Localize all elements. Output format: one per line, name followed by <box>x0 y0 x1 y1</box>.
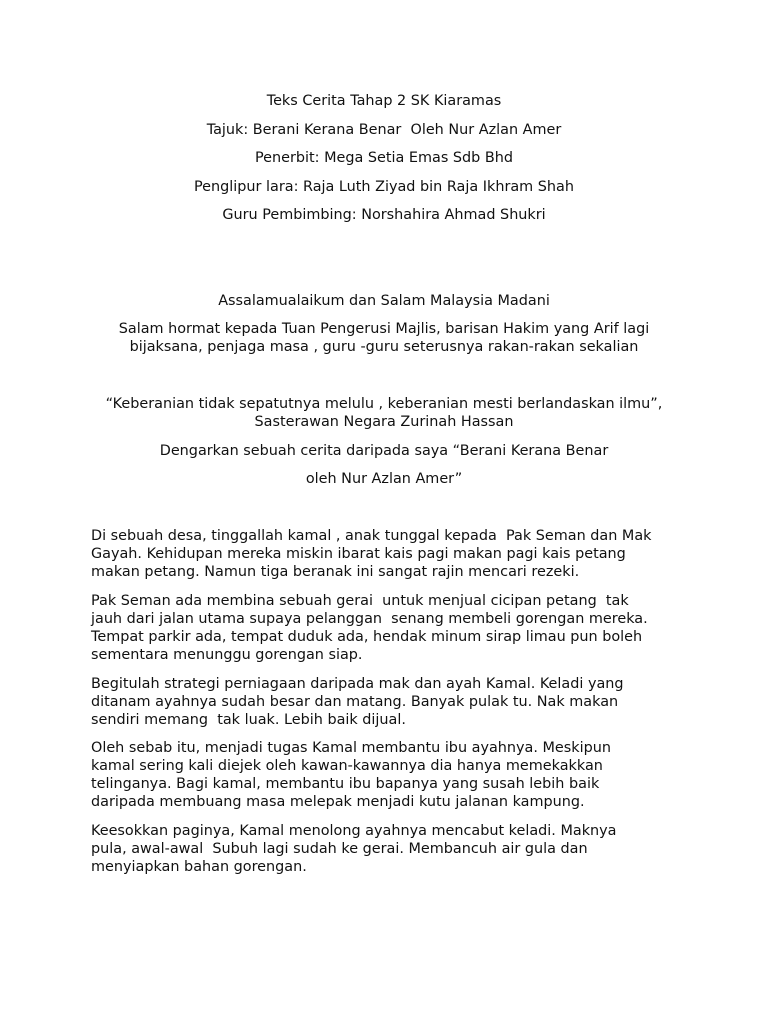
storyteller-line: Penglipur lara: Raja Luth Ziyad bin Raja Ikhram Shah <box>194 179 574 195</box>
greeting-salam: Assalamualaikum dan Salam Malaysia Madani <box>218 293 550 309</box>
paragraph-line: Begitulah strategi perniagaan daripada mak dan ayah Kamal. Keladi yang <box>91 676 624 692</box>
paragraph-line: makan petang. Namun tiga beranak ini sangat rajin mencari rezeki. <box>91 564 580 580</box>
intro-line-2: oleh Nur Azlan Amer” <box>305 471 463 487</box>
paragraph-line: daripada membuang masa melepak menjadi kutu jalanan kampung. <box>91 794 585 810</box>
story-paragraph-4 <box>91 739 691 811</box>
story-title-line: Tajuk: Berani Kerana Benar Oleh Nur Azlan Amer <box>206 122 562 138</box>
paragraph-line: Oleh sebab itu, menjadi tugas Kamal membantu ibu ayahnya. Meskipun <box>91 740 611 756</box>
paragraph-line: Pak Seman ada membina sebuah gerai untuk menjual cicipan petang tak <box>91 593 629 609</box>
paragraph-line: ditanam ayahnya sudah besar dan matang. Banyak pulak tu. Nak makan <box>91 694 619 710</box>
document-title: Teks Cerita Tahap 2 SK Kiaramas <box>266 93 502 109</box>
paragraph-line: Tempat parkir ada, tempat duduk ada, hendak minum sirap limau pun boleh <box>91 629 643 645</box>
paragraph-line: menyiapkan bahan gorengan. <box>91 859 307 875</box>
greeting-hormat-line-1: Salam hormat kepada Tuan Pengerusi Majlis, barisan Hakim yang Arif lagi <box>118 321 650 337</box>
publisher-line: Penerbit: Mega Setia Emas Sdb Bhd <box>254 150 514 166</box>
story-paragraph-2 <box>91 592 691 664</box>
paragraph-line: pula, awal-awal Subuh lagi sudah ke gerai. Membancuh air gula dan <box>91 841 588 857</box>
quote-attribution: Sasterawan Negara Zurinah Hassan <box>254 414 514 430</box>
paragraph-line: sendiri memang tak luak. Lebih baik dijual. <box>91 712 406 728</box>
teacher-line: Guru Pembimbing: Norshahira Ahmad Shukri <box>222 207 546 223</box>
intro-line-1: Dengarkan sebuah cerita daripada saya “Berani Kerana Benar <box>159 443 609 459</box>
paragraph-line: telinganya. Bagi kamal, membantu ibu bapanya yang susah lebih baik <box>91 776 600 792</box>
paragraph-line: jauh dari jalan utama supaya pelanggan senang membeli gorengan mereka. <box>91 611 648 627</box>
paragraph-line: Keesokkan paginya, Kamal menolong ayahnya mencabut keladi. Maknya <box>91 823 617 839</box>
paragraph-line: sementara menunggu gorengan siap. <box>91 647 363 663</box>
paragraph-line: Gayah. Kehidupan mereka miskin ibarat kais pagi makan pagi kais petang <box>91 546 626 562</box>
greeting-hormat-line-2: bijaksana, penjaga masa , guru -guru seterusnya rakan-rakan sekalian <box>129 339 639 355</box>
paragraph-line: Di sebuah desa, tinggallah kamal , anak tunggal kepada Pak Seman dan Mak <box>91 528 652 544</box>
story-paragraph-5 <box>91 822 691 876</box>
paragraph-line: kamal sering kali diejek oleh kawan-kawannya dia hanya memekakkan <box>91 758 603 774</box>
story-paragraph-3 <box>91 675 691 729</box>
quote-line-1: “Keberanian tidak sepatutnya melulu , keberanian mesti berlandaskan ilmu”, <box>105 396 663 412</box>
story-paragraph-1 <box>91 527 691 581</box>
